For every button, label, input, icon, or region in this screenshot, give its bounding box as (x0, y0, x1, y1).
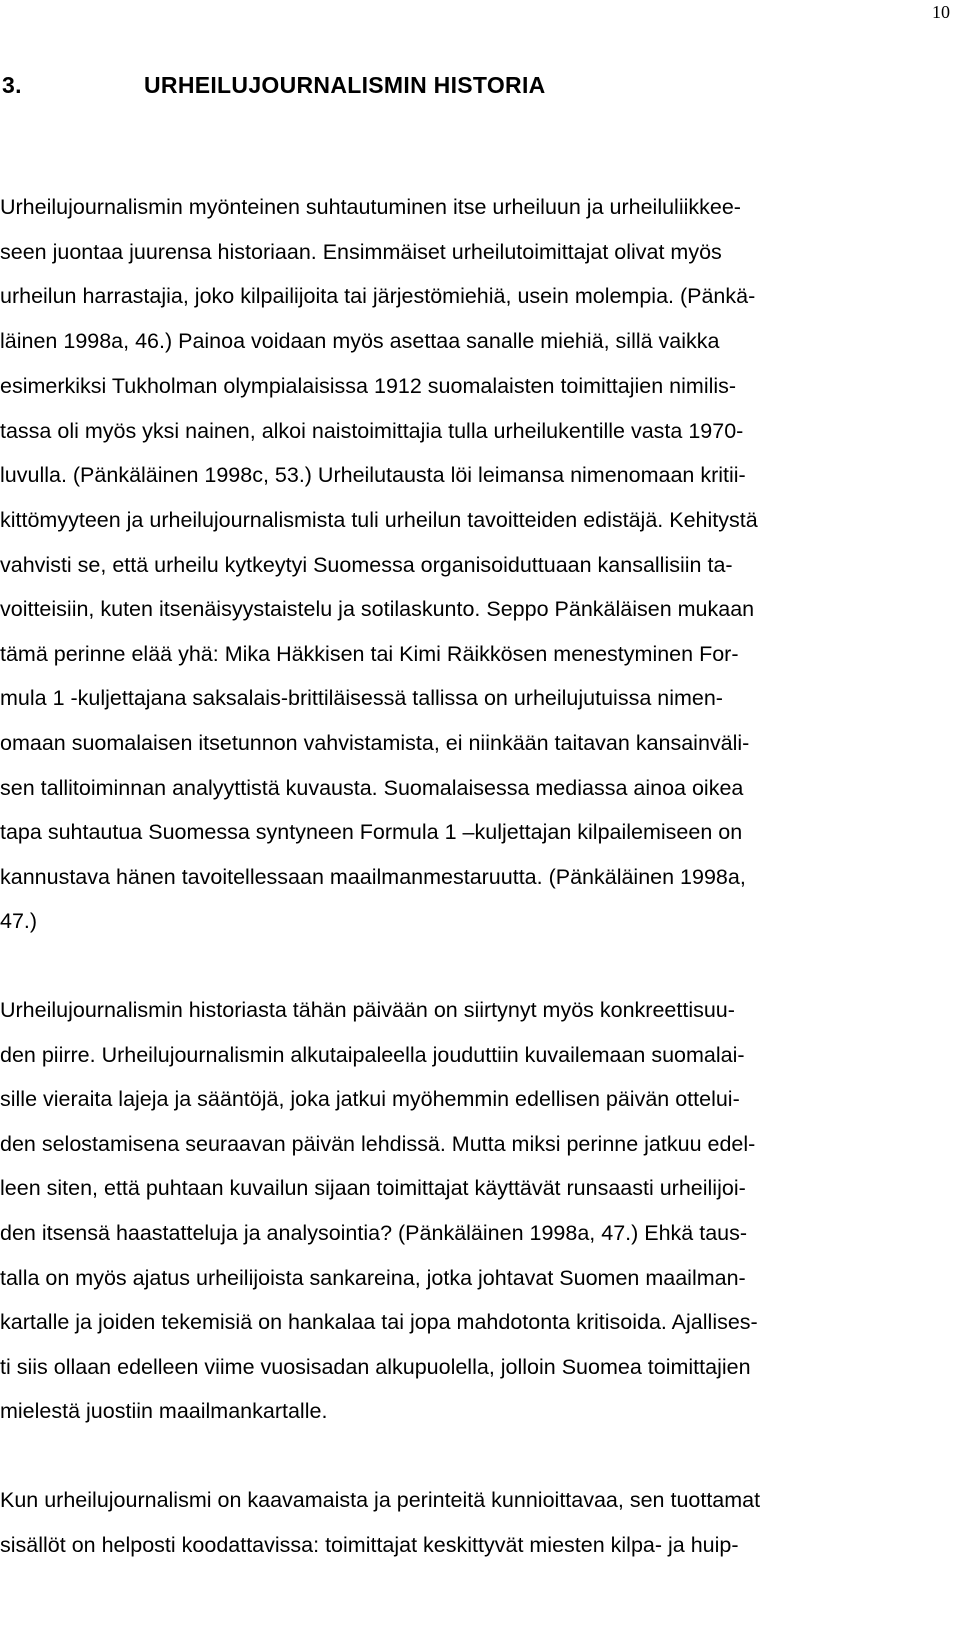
text-line: Kun urheilujournalismi on kaavamaista ja perinteitä kunnioittavaa, sen tuottamat (0, 1488, 761, 1512)
text-line: den piirre. Urheilujournalismin alkutaipaleella jouduttiin kuvailemaan suomalai- (0, 1043, 745, 1067)
text-line: Urheilujournalismin historiasta tähän päivään on siirtynyt myös konkreettisuu- (0, 998, 735, 1022)
text-line: sisällöt on helposti koodattavissa: toimittajat keskittyvät miesten kilpa- ja huip- (0, 1533, 739, 1557)
text-line: mielestä juostiin maailmankartalle. (0, 1399, 328, 1423)
text-line: esimerkiksi Tukholman olympialaisissa 1912 suomalaisten toimittajien nimilis- (0, 374, 737, 398)
text-line: sille vieraita lajeja ja sääntöjä, joka jatkui myöhemmin edellisen päivän ottelui- (0, 1087, 740, 1111)
text-line: den selostamisena seuraavan päivän lehdissä. Mutta miksi perinne jatkuu edel- (0, 1132, 756, 1156)
text-line: vahvisti se, että urheilu kytkeytyi Suomessa organisoiduttuaan kansallisiin ta- (0, 553, 733, 577)
text-line: Urheilujournalismin myönteinen suhtautuminen itse urheiluun ja urheiluliikkee- (0, 195, 741, 219)
text-line: voitteisiin, kuten itsenäisyystaistelu ja sotilaskunto. Seppo Pänkäläisen mukaan (0, 597, 755, 621)
text-line: den itsensä haastatteluja ja analysointia? (Pänkäläinen 1998a, 47.) Ehkä taus- (0, 1221, 748, 1245)
text-line: mula 1 -kuljettajana saksalais-brittiläisessä tallissa on urheilujutuissa nimen- (0, 686, 723, 710)
text-line: tapa suhtautua Suomessa syntyneen Formula 1 –kuljettajan kilpailemiseen on (0, 820, 743, 844)
text-line: urheilun harrastajia, joko kilpailijoita tai järjestömiehiä, usein molempia. (Pänkä- (0, 284, 756, 308)
chapter-number: 3. (2, 72, 22, 98)
text-line: leen siten, että puhtaan kuvailun sijaan toimittajat käyttävät runsaasti urheilijoi- (0, 1176, 746, 1200)
text-line: seen juontaa juurensa historiaan. Ensimmäiset urheilutoimittajat olivat myös (0, 240, 722, 264)
text-line: kittömyyteen ja urheilujournalismista tuli urheilun tavoitteiden edistäjä. Kehitystä (0, 508, 758, 532)
text-line: kartalle ja joiden tekemisiä on hankalaa tai jopa mahdotonta kritisoida. Ajallises- (0, 1310, 758, 1334)
text-line: läinen 1998a, 46.) Painoa voidaan myös asettaa sanalle miehiä, sillä vaikka (0, 329, 720, 353)
page-number: 10 (932, 2, 950, 22)
text-line: tassa oli myös yksi nainen, alkoi naistoimittajia tulla urheilukentille vasta 1970- (0, 419, 744, 443)
text-line: sen tallitoiminnan analyyttistä kuvausta. Suomalaisessa mediassa ainoa oikea (0, 776, 744, 800)
text-line: 47.) (0, 909, 38, 933)
chapter-title: URHEILUJOURNALISMIN HISTORIA (144, 72, 546, 98)
text-line: talla on myös ajatus urheilijoista sankareina, jotka johtavat Suomen maailman- (0, 1266, 746, 1290)
text-line: kannustava hänen tavoitellessaan maailmanmestaruutta. (Pänkäläinen 1998a, (0, 865, 746, 889)
text-line: omaan suomalaisen itsetunnon vahvistamista, ei niinkään taitavan kansainväli- (0, 731, 750, 755)
text-line: luvulla. (Pänkäläinen 1998c, 53.) Urheilutausta löi leimansa nimenomaan kritii- (0, 463, 746, 487)
text-line: ti siis ollaan edelleen viime vuosisadan alkupuolella, jolloin Suomea toimittajien (0, 1355, 751, 1379)
text-line: tämä perinne elää yhä: Mika Häkkisen tai Kimi Räikkösen menestyminen For- (0, 642, 739, 666)
